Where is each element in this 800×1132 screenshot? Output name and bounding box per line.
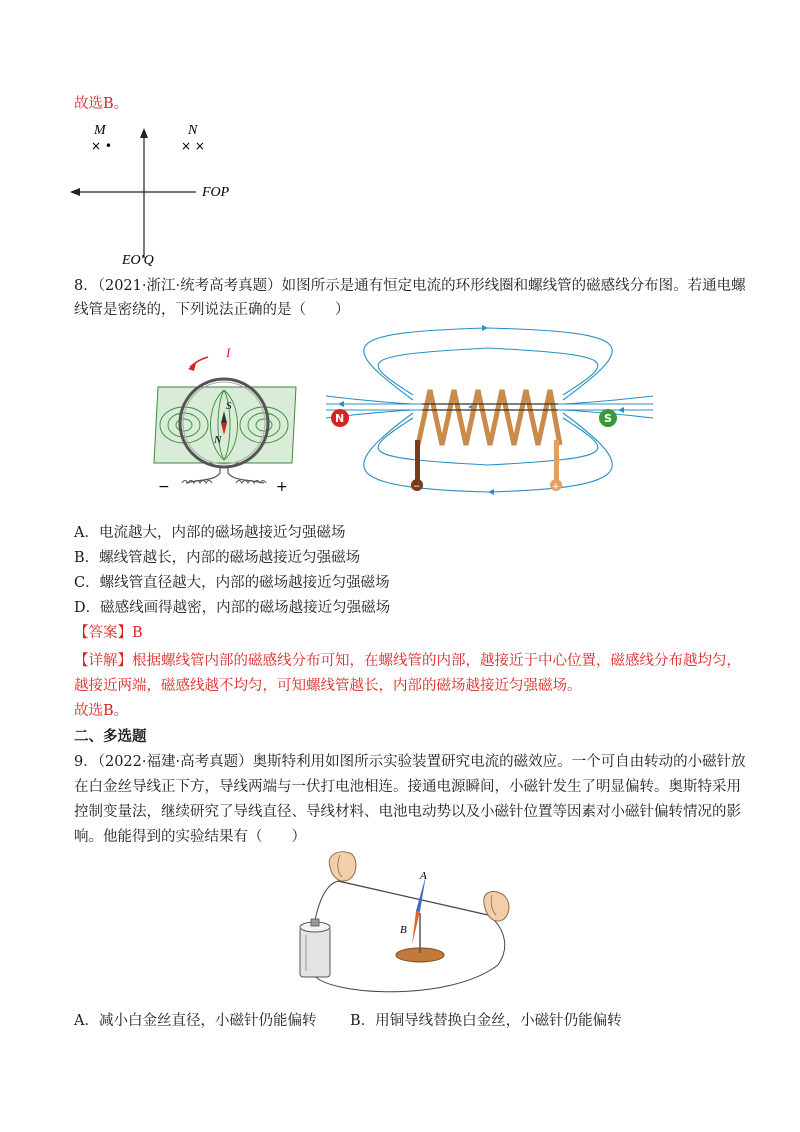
ring-plus: + [276,479,288,495]
previous-conclusion: 故选B。 [74,96,129,112]
solenoid-figure [318,320,658,510]
terminal-minus: − [413,482,421,492]
compass-needle [396,875,444,962]
q9-option-b[interactable]: B．用铜导线替换白金丝，小磁针仍能偏转 [350,1013,622,1029]
solenoid-s-pole: S [604,412,612,425]
q8-option-c[interactable]: C．螺线管直径越大，内部的磁场越接近匀强磁场 [74,575,390,591]
label-n: N [188,123,198,138]
marks-n: × × [181,139,205,153]
right-hand [484,891,509,921]
marks-m: × • [91,139,112,153]
section-title: 二、多选题 [74,729,147,745]
label-fop: FOP [202,185,230,200]
label-b: B [400,924,407,936]
label-m: M [94,123,106,138]
q8-option-d[interactable]: D．磁感线画得越密，内部的磁场越接近匀强磁场 [74,600,391,616]
q8-stem-line2: 线管是密绕的，下列说法正确的是（ ） [74,302,350,318]
oersted-figure [288,845,528,1005]
q9-stem-line4: 响。他能得到的实验结果有（ ） [74,829,306,845]
battery [300,919,330,977]
q8-option-b[interactable]: B．螺线管越长，内部的磁场越接近匀强磁场 [74,550,361,566]
q9-stem-line2: 在白金丝导线正下方，导线两端与一伏打电池相连。接通电源瞬间，小磁针发生了明显偏转。奥斯特采用 [74,779,741,795]
axes-figure [60,118,260,268]
label-a: A [420,870,427,882]
q8-detail-line1: 【详解】根据螺线管内部的磁感线分布可知，在螺线管的内部，越接近于中心位置，磁感线分布越均匀， [74,653,741,669]
q8-stem-line1: 8．（2021·浙江·统考高考真题）如图所示是通有恒定电流的环形线圈和螺线管的磁感线分布图。若通电螺 [74,278,746,294]
q8-detail-line2: 越接近两端，磁感线越不均匀，可知螺线管越长，内部的磁场越接近匀强磁场。 [74,678,582,694]
label-eoq: EO'Q [122,253,154,268]
q8-conclusion: 故选B。 [74,703,129,719]
left-hand [329,852,356,881]
current-label: I [226,345,231,360]
pole-s: S [226,400,232,412]
ring-coil-figure [146,345,306,500]
q8-answer: 【答案】B [74,625,143,641]
q9-stem-line1: 9．（2022·福建·高考真题）奥斯特利用如图所示实验装置研究电流的磁效应。一个可自由转动的小磁针放 [74,754,746,770]
solenoid-n-pole: N [335,412,345,425]
ring-minus: − [158,479,170,495]
terminal-plus: + [552,482,560,492]
q9-option-a[interactable]: A．减小白金丝直径，小磁针仍能偏转 [74,1013,317,1029]
pole-n: N [214,434,222,446]
q9-stem-line3: 控制变量法，继续研究了导线直径、导线材料、电池电动势以及小磁针位置等因素对小磁针偏转情况的影 [74,804,741,820]
q8-option-a[interactable]: A．电流越大，内部的磁场越接近匀强磁场 [74,525,346,541]
